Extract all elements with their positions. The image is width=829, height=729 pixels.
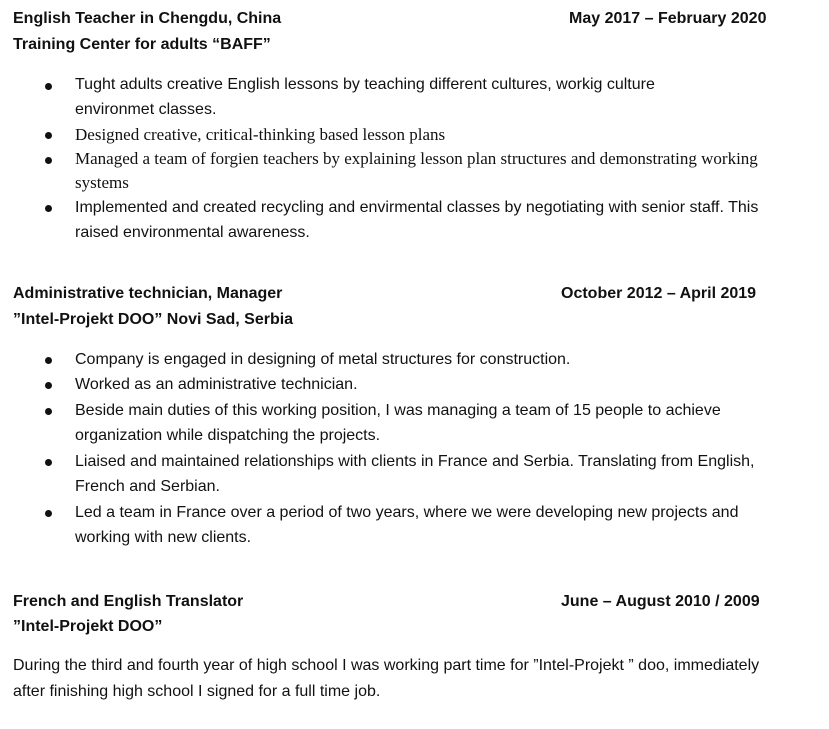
job3-org: ”Intel-Projekt DOO”	[13, 618, 163, 635]
job3-title: French and English Translator	[13, 593, 244, 610]
job2-bullet: Liaised and maintained relationships with clients in France and Serbia. Translating from English, French and Serbian.	[75, 453, 755, 495]
job2-bullet: Company is engaged in designing of metal structures for construction.	[75, 351, 571, 368]
bullet-icon	[45, 205, 52, 212]
job1-bullet: Implemented and created recycling and envirmental classes by negotiating with senior staff. This raised environmental awareness.	[75, 199, 759, 241]
job2-dates: October 2012 – April 2019	[561, 285, 757, 302]
job1-bullet: Tught adults creative English lessons by teaching different cultures, workig culture environmet classes.	[75, 76, 655, 118]
bullet-icon	[45, 132, 52, 139]
job2-bullet: Led a team in France over a period of two years, where we were developing new projects and working with new clients.	[75, 504, 739, 546]
job3-dates: June – August 2010 / 2009	[561, 593, 760, 610]
bullet-icon	[45, 459, 52, 466]
job1-org: Training Center for adults “BAFF”	[13, 36, 271, 53]
job1-bullet: Designed creative, critical-thinking based lesson plans	[75, 125, 446, 144]
job1-dates: May 2017 – February 2020	[569, 10, 767, 27]
job2-org: ”Intel-Projekt DOO” Novi Sad, Serbia	[13, 311, 294, 328]
bullet-icon	[45, 83, 52, 90]
bullet-icon	[45, 157, 52, 164]
job2-bullet: Worked as an administrative technician.	[75, 376, 358, 393]
job2-bullet: Beside main duties of this working position, I was managing a team of 15 people to achieve organization while dispatching the projects.	[75, 402, 721, 444]
bullet-icon	[45, 357, 52, 364]
bullet-icon	[45, 382, 52, 389]
job1-title: English Teacher in Chengdu, China	[13, 10, 282, 27]
job2-title: Administrative technician, Manager	[13, 285, 283, 302]
bullet-icon	[45, 510, 52, 517]
job3-description: During the third and fourth year of high school I was working part time for ”Intel-Projekt ” doo, immediately after finishing high school I signed for a full time job.	[13, 657, 760, 700]
job1-bullet: Managed a team of forgien teachers by explaining lesson plan structures and demonstrating working systems	[75, 149, 758, 192]
bullet-icon	[45, 408, 52, 415]
